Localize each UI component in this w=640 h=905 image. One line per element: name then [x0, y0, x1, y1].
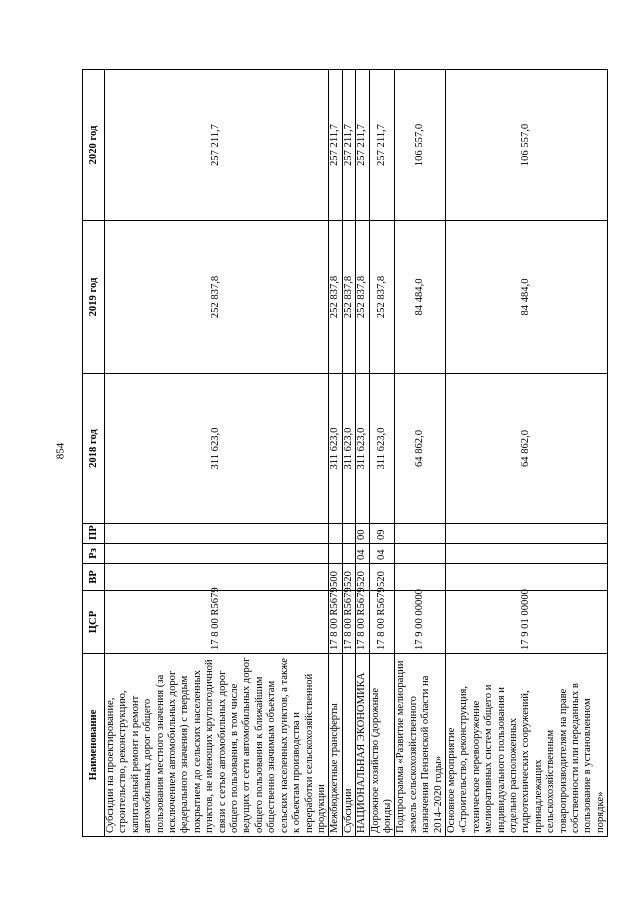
row-2019: 84 484,0 — [445, 221, 607, 374]
header-name: Наименование — [83, 654, 105, 837]
row-name: НАЦИОНАЛЬНАЯ ЭКОНОМИКА — [356, 654, 369, 837]
row-pr: 00 — [356, 524, 369, 544]
rotated-page — [82, 70, 606, 837]
table-header-row — [83, 70, 105, 837]
header-2018: 2018 год — [83, 374, 105, 524]
row-csr: 17 8 00 R5679 — [342, 591, 355, 654]
row-name: Субсидии — [342, 654, 355, 837]
row-csr: 17 8 00 R5679 — [369, 591, 395, 654]
row-rz — [395, 544, 446, 564]
header-2019: 2019 год — [83, 221, 105, 374]
header-rz: Рз — [83, 544, 105, 564]
row-rz — [342, 544, 355, 564]
row-name: Дорожное хозяйство (дорожные фонды) — [369, 654, 395, 837]
row-pr — [329, 524, 342, 544]
row-2019: 252 837,8 — [342, 221, 355, 374]
row-vr: 520 — [356, 564, 369, 591]
row-2020: 106 557,0 — [445, 70, 607, 221]
row-pr — [445, 524, 607, 544]
row-pr — [342, 524, 355, 544]
row-csr: 17 8 00 R5679 — [356, 591, 369, 654]
row-2019: 252 837,8 — [356, 221, 369, 374]
header-2020: 2020 год — [83, 70, 105, 221]
row-rz — [105, 544, 329, 564]
row-csr: 17 9 00 00000 — [395, 591, 446, 654]
row-vr — [445, 564, 607, 591]
row-csr: 17 8 00 R5679 — [105, 591, 329, 654]
table-row — [395, 70, 446, 837]
page-number: 854 — [54, 442, 67, 460]
row-2019: 252 837,8 — [105, 221, 329, 374]
row-2019: 84 484,0 — [395, 221, 446, 374]
row-csr: 17 9 01 00000 — [445, 591, 607, 654]
row-2018: 311 623,0 — [329, 374, 342, 524]
table-row — [445, 70, 607, 837]
row-name: Подпрограмма «Развитие мелиорации земель сельскохозяйственного назначения Пензенской области на 2014–2020 годы» — [395, 654, 446, 837]
row-pr: 09 — [369, 524, 395, 544]
row-vr: 500 — [329, 564, 342, 591]
row-2020: 106 557,0 — [395, 70, 446, 221]
row-2018: 311 623,0 — [105, 374, 329, 524]
row-vr: 520 — [369, 564, 395, 591]
row-2018: 311 623,0 — [356, 374, 369, 524]
header-csr: ЦСР — [83, 591, 105, 654]
table-row — [369, 70, 395, 837]
row-rz: 04 — [356, 544, 369, 564]
row-2020: 257 211,7 — [369, 70, 395, 221]
row-vr — [395, 564, 446, 591]
header-vr: ВР — [83, 564, 105, 591]
row-2020: 257 211,7 — [329, 70, 342, 221]
row-2018: 311 623,0 — [342, 374, 355, 524]
header-pr: ПР — [83, 524, 105, 544]
row-rz — [329, 544, 342, 564]
row-name: Основное мероприятие «Строительство, реконструкция, техническое перевооружение мелиоративных систем общего и индивидуального пользования и отдельно расположенных гидротехнических сооружений, принадлежащих сельскохозяйственным товаропроизводителям на праве собственности или переданных в пользование в установленном порядке» — [445, 654, 607, 837]
row-pr — [105, 524, 329, 544]
row-2018: 64 862,0 — [395, 374, 446, 524]
table-row — [105, 70, 329, 837]
row-2019: 252 837,8 — [369, 221, 395, 374]
table-row — [329, 70, 342, 837]
table-row — [356, 70, 369, 837]
row-csr: 17 8 00 R5679 — [329, 591, 342, 654]
table-row — [342, 70, 355, 837]
row-2020: 257 211,7 — [342, 70, 355, 221]
row-2019: 252 837,8 — [329, 221, 342, 374]
budget-table — [82, 69, 608, 837]
row-rz — [445, 544, 607, 564]
row-2020: 257 211,7 — [356, 70, 369, 221]
row-pr — [395, 524, 446, 544]
row-name: Межбюджетные трансферты — [329, 654, 342, 837]
row-2018: 64 862,0 — [445, 374, 607, 524]
row-2020: 257 211,7 — [105, 70, 329, 221]
row-2018: 311 623,0 — [369, 374, 395, 524]
row-name: Субсидии на проектирование, строительство, реконструкцию, капитальный ремонт и ремонт автомобильных дорог общего пользования местного значения (за исключением автомобильных дорог федерального значения) с твердым покрытием до сельских населенных пунктов, не имеющих круглогодичной связи с сетью автомобильных дорог общего пользования, в том числе ведущих от сети автомобильных дорог общего пользования к ближайшим общественно значимым объектам сельских населенных пунктов, а также к объектам производства и переработки сельскохозяйственной продукции — [105, 654, 329, 837]
row-rz: 04 — [369, 544, 395, 564]
row-vr: 520 — [342, 564, 355, 591]
